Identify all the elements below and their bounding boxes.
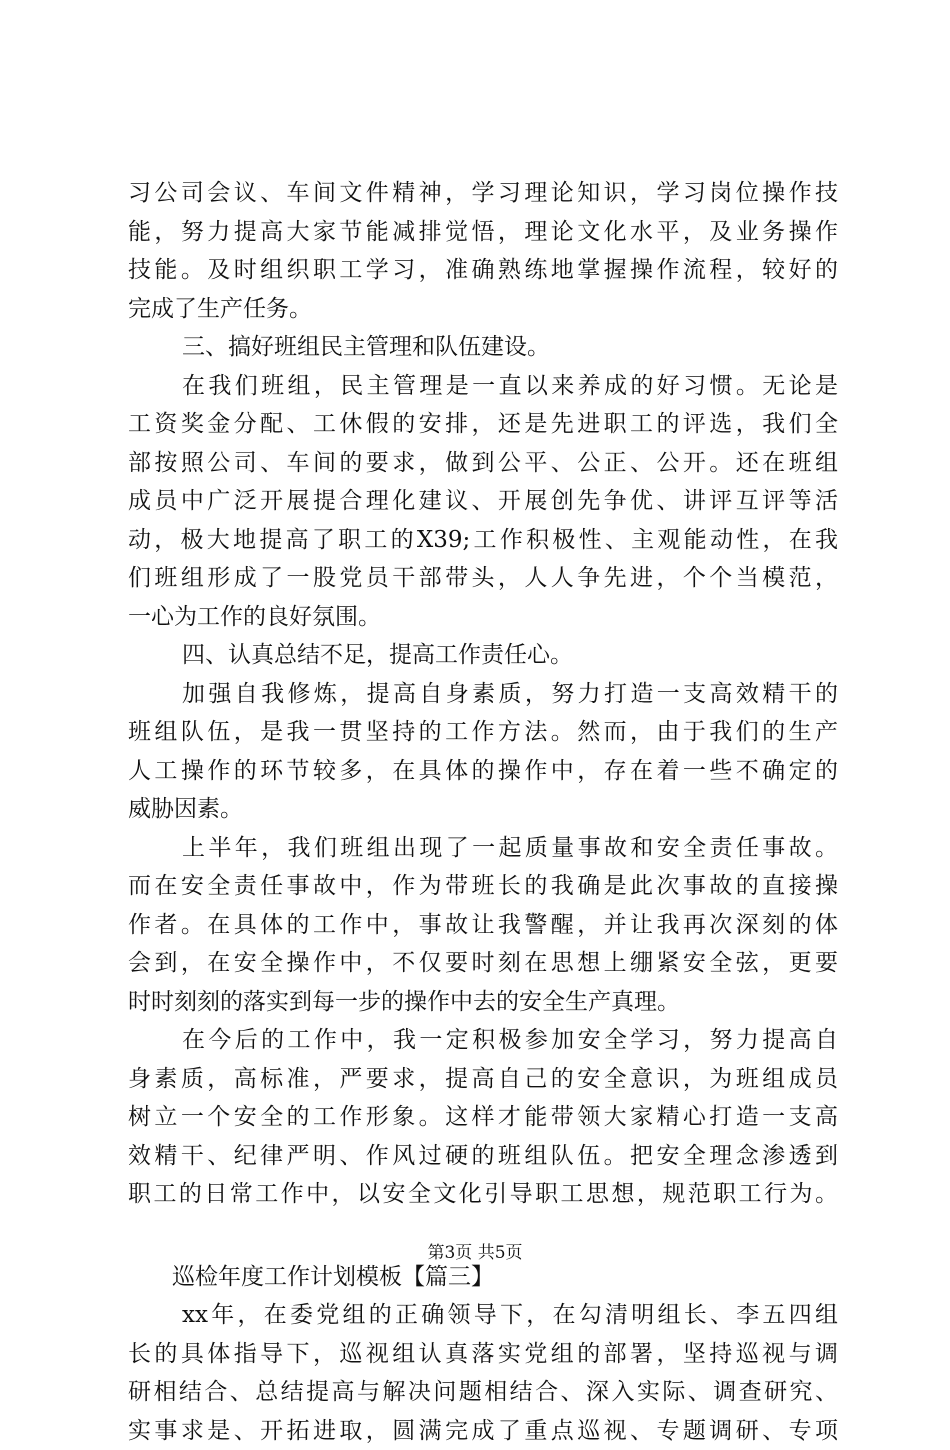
text-line: 一心为工作的良好氛围。	[128, 598, 838, 637]
text-line: 技能。及时组织职工学习，准确熟练地掌握操作流程，较好的	[128, 251, 838, 290]
text-line: 三、搞好班组民主管理和队伍建设。	[128, 328, 838, 367]
text-line: 上半年，我们班组出现了一起质量事故和安全责任事故。	[128, 829, 838, 868]
text-line: xx年，在委党组的正确领导下，在勾清明组长、李五四组	[128, 1296, 838, 1335]
text-line: 会到，在安全操作中，不仅要时刻在思想上绷紧安全弦，更要	[128, 944, 838, 983]
text-line: 长的具体指导下，巡视组认真落实党组的部署，坚持巡视与调	[128, 1335, 838, 1374]
page-number-footer: 第3页 共5页	[0, 1238, 950, 1263]
text-line: 加强自我修炼，提高自身素质，努力打造一支高效精干的	[128, 675, 838, 714]
text-line: 威胁因素。	[128, 790, 838, 829]
text-line: 成员中广泛开展提合理化建议、开展创先争优、讲评互评等活	[128, 482, 838, 521]
text-line: 人工操作的环节较多，在具体的操作中，存在着一些不确定的	[128, 752, 838, 791]
text-line: 完成了生产任务。	[128, 290, 838, 329]
text-line: 作者。在具体的工作中，事故让我警醒，并让我再次深刻的体	[128, 906, 838, 945]
paragraphs-section-three	[128, 1296, 838, 1450]
text-line: 而在安全责任事故中，作为带班长的我确是此次事故的直接操	[128, 867, 838, 906]
text-line: 班组队伍，是我一贯坚持的工作方法。然而，由于我们的生产	[128, 713, 838, 752]
text-line: 动，极大地提高了职工的X39;工作积极性、主观能动性，在我	[128, 521, 838, 560]
text-line: 在我们班组，民主管理是一直以来养成的好习惯。无论是	[128, 367, 838, 406]
text-line: 部按照公司、车间的要求，做到公平、公正、公开。还在班组	[128, 444, 838, 483]
text-line: 工资奖金分配、工休假的安排，还是先进职工的评选，我们全	[128, 405, 838, 444]
text-line: 四、认真总结不足，提高工作责任心。	[128, 636, 838, 675]
text-line: 在今后的工作中，我一定积极参加安全学习，努力提高自	[128, 1021, 838, 1060]
section-heading: 巡检年度工作计划模板【篇三】	[128, 1258, 838, 1297]
text-line: 实事求是、开拓进取，圆满完成了重点巡视、专题调研、专项	[128, 1412, 838, 1450]
text-line: 研相结合、总结提高与解决问题相结合、深入实际、调查研究、	[128, 1373, 838, 1412]
paragraphs-section-two	[128, 174, 838, 1214]
text-line: 身素质，高标准，严要求，提高自己的安全意识，为班组成员	[128, 1060, 838, 1099]
text-line: 习公司会议、车间文件精神，学习理论知识，学习岗位操作技	[128, 174, 838, 213]
text-line: 能，努力提高大家节能减排觉悟，理论文化水平，及业务操作	[128, 213, 838, 252]
text-line: 树立一个安全的工作形象。这样才能带领大家精心打造一支高	[128, 1098, 838, 1137]
text-line: 效精干、纪律严明、作风过硬的班组队伍。把安全理念渗透到	[128, 1137, 838, 1176]
text-line: 职工的日常工作中，以安全文化引导职工思想，规范职工行为。	[128, 1175, 838, 1214]
text-line: 时时刻刻的落实到每一步的操作中去的安全生产真理。	[128, 983, 838, 1022]
text-line: 们班组形成了一股党员干部带头，人人争先进，个个当模范，	[128, 559, 838, 598]
